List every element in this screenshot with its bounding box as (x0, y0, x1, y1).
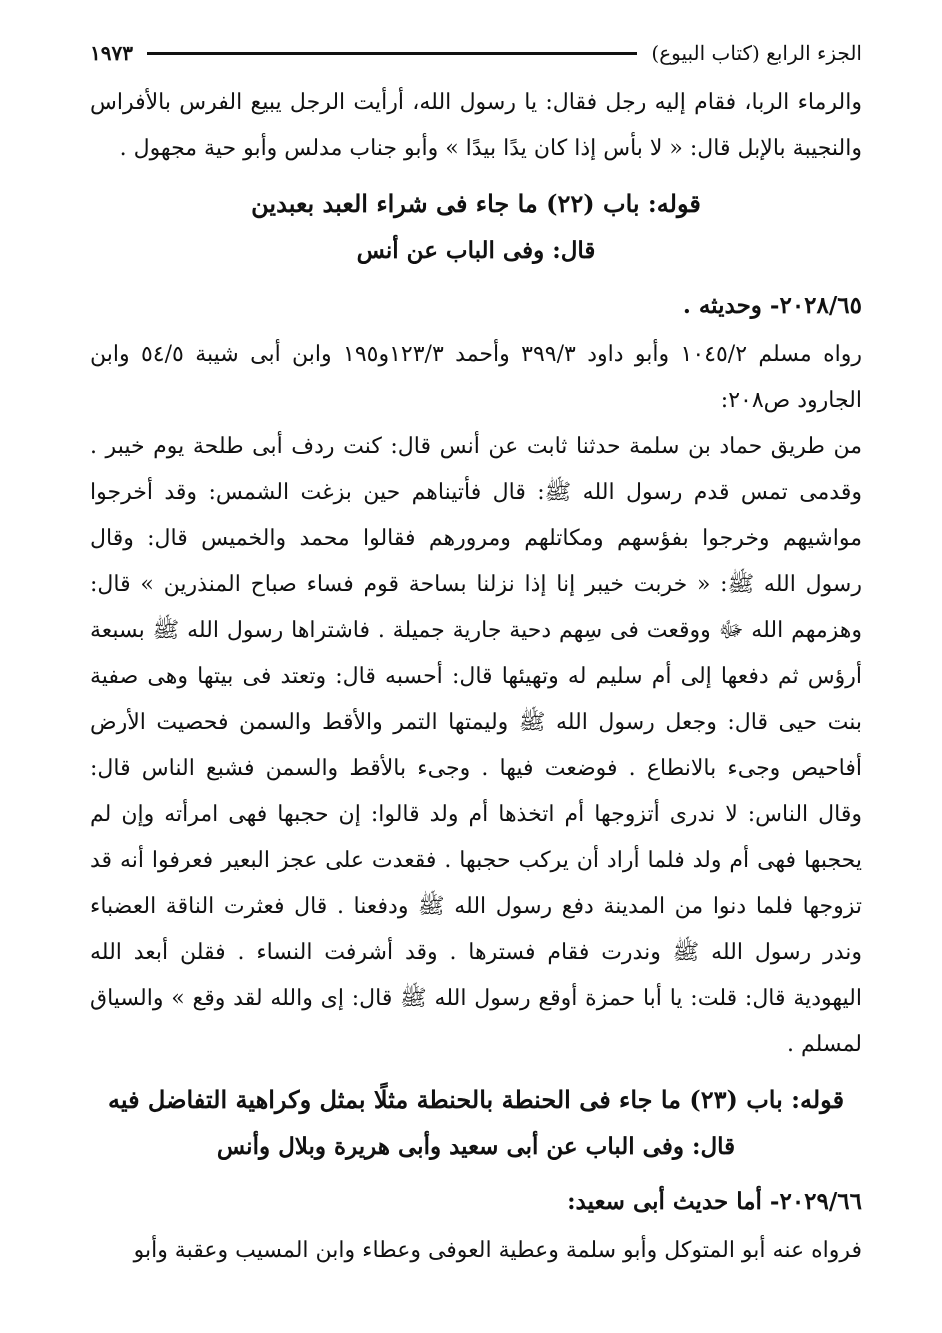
section-subheading: قال: وفى الباب عن أنس (356, 237, 596, 264)
section-subheading: قال: وفى الباب عن أبى سعيد وأبى هريرة وبلال وأنس (216, 1133, 736, 1160)
paragraph: والرماء الربا، فقام إليه رجل فقال: يا رسول الله، أرأيت الرجل يبيع الفرس بالأفراس والنجيبة بالإبل قال: « لا بأس إذا كان يدًا بيدًا » وأبو جناب مدلس وأبو حية مجهول . (90, 90, 862, 161)
hadith-number: ٢٠٢٨/٦٥- وحديثه . (682, 292, 862, 319)
header-title: الجزء الرابع (كتاب البيوع) (651, 41, 862, 65)
hadith-number: ٢٠٢٩/٦٦- أما حديث أبى سعيد: (567, 1188, 862, 1215)
running-header (90, 38, 862, 68)
page-number: ١٩٧٣ (90, 41, 133, 65)
section-heading: قوله: باب (٢٢) ما جاء فى شراء العبد بعبدين (251, 189, 701, 218)
paragraph: رواه مسلم ١٠٤٥/٢ وأبو داود ٣٩٩/٣ وأحمد ١٢٣/٣و١٩٥ وابن أبى شيبة ٥٤/٥ وابن الجارود ص٢٠٨: (90, 342, 862, 413)
section-heading: قوله: باب (٢٣) ما جاء فى الحنطة بالحنطة مثلًا بمثل وكراهية التفاضل فيه (107, 1085, 845, 1114)
paragraph: فرواه عنه أبو المتوكل وأبو سلمة وعطية العوفى وعطاء وابن المسيب وعقبة وأبو (133, 1238, 862, 1263)
header-rule (147, 52, 637, 55)
paragraph: من طريق حماد بن سلمة حدثنا ثابت عن أنس قال: كنت ردف أبى طلحة يوم خيبر . وقدمى تمس قدم رسول الله ﷺ: قال فأتيناهم حين بزغت الشمس: وقد أخرجوا مواشيهم وخرجوا بفؤسهم ومكاتلهم ومرورهم فقالوا محمد والخميس قال: وقال رسول الله ﷺ: « خربت خيبر إنا إذا نزلنا بساحة قوم فساء صباح المنذرين » قال: وهزمهم الله ﷻ ووقعت فى سِهم دحية جارية جميلة . فاشتراها رسول الله ﷺ بسبعة أرؤس ثم دفعها إلى أم سليم له وتهيئها قال: أحسبه قال: وتعتد فى بيتها وهى صفية بنت حيى قال: وجعل رسول الله ﷺ وليمتها التمر والأقط والسمن فحصيت الأرض أفاحيص وجىء بالانطاع . فوضعت فيها . وجىء بالأقط والسمن فشبع الناس قال: وقال الناس: لا ندرى أتزوجها أم اتخذها أم ولد قالوا: إن حجبها فهى امرأته وإن لم يحجبها فهى أم ولد فلما أراد أن يركب حجبها . فقعدت على عجز البعير فعرفوا أنه قد تزوجها فلما دنوا من المدينة دفع رسول الله ﷺ ودفعنا . قال فعثرت الناقة العضباء وندر رسول الله ﷺ وندرت فقام فسترها . وقد أشرفت النساء . فقلن أبعد الله اليهودية قال: قلت: يا أبا حمزة أوقع رسول الله ﷺ قال: إى والله لقد وقع » والسياق لمسلم . (90, 434, 862, 1057)
